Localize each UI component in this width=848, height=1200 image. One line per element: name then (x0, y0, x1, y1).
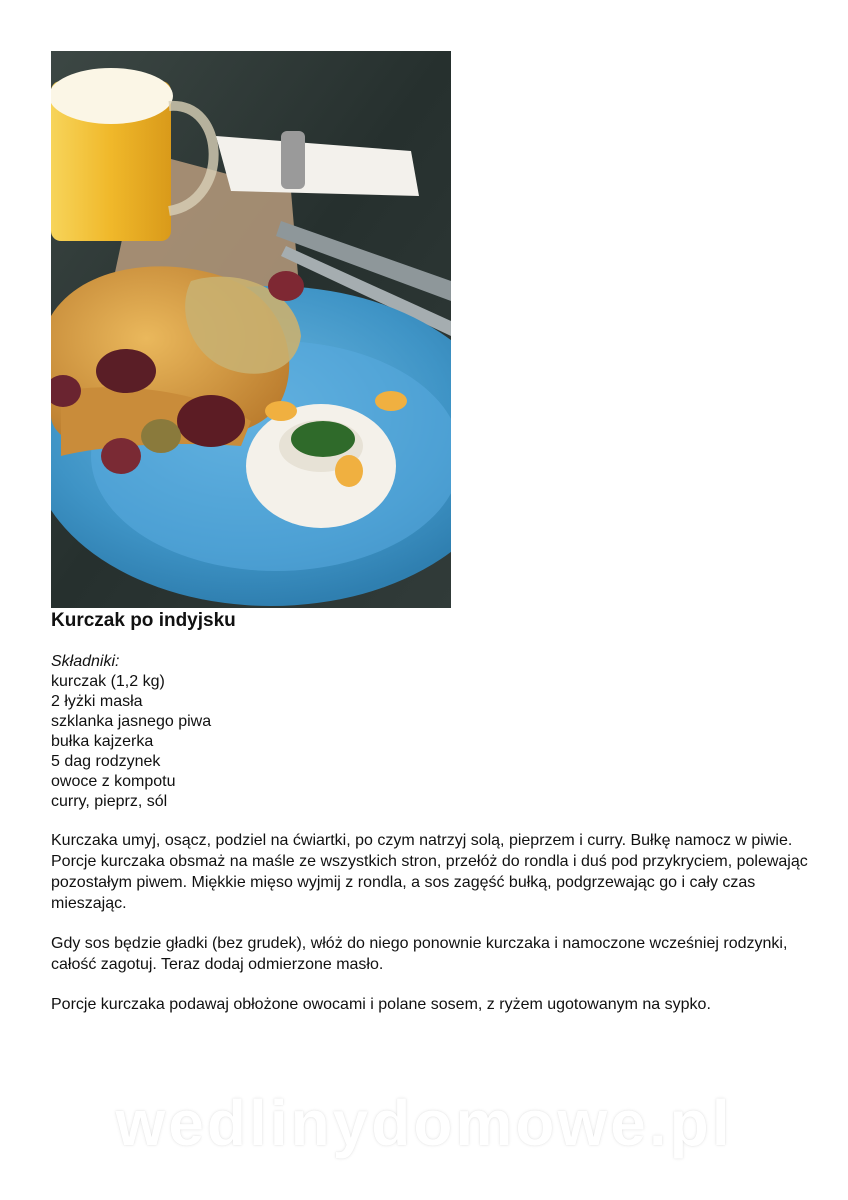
ingredient-item: owoce z kompotu (51, 773, 176, 790)
ingredient-item: bułka kajzerka (51, 733, 154, 750)
instructions (51, 830, 811, 1034)
ingredients-list (51, 672, 211, 812)
ingredient-item: szklanka jasnego piwa (51, 713, 212, 730)
instruction-paragraph: Porcje kurczaka podawaj obłożone owocami i polane sosem, z ryżem ugotowanym na sypko. (51, 996, 711, 1013)
recipe-title: Kurczak po indyjsku (51, 610, 236, 631)
ingredient-item: curry, pieprz, sól (51, 793, 168, 810)
ingredient-item: 2 łyżki masła (51, 693, 143, 710)
ingredients-section (51, 652, 211, 812)
ingredient-item: 5 dag rodzynek (51, 753, 161, 770)
instruction-paragraph: Kurczaka umyj, osącz, podziel na ćwiartki, po czym natrzyj solą, pieprzem i curry. Bułkę namocz w piwie. Porcje kurczaka obsmaż na maśle ze wszystkich stron, przełóż do rondla i duś pod przykryciem, polewając pozostałym piwem. Miękkie mięso wyjmij z rondla, a sos zagęść bułką, podgrzewając go i cały czas mieszając. (51, 832, 808, 912)
ingredients-label: Składniki: (51, 653, 120, 670)
recipe-photo (51, 51, 451, 608)
ingredient-item: kurczak (1,2 kg) (51, 673, 165, 690)
watermark: wedlinydomowe.pl (115, 1087, 733, 1159)
instruction-paragraph: Gdy sos będzie gładki (bez grudek), włóż do niego ponownie kurczaka i namoczone wcześniej rodzynki, całość zagotuj. Teraz dodaj odmierzone masło. (51, 935, 788, 973)
